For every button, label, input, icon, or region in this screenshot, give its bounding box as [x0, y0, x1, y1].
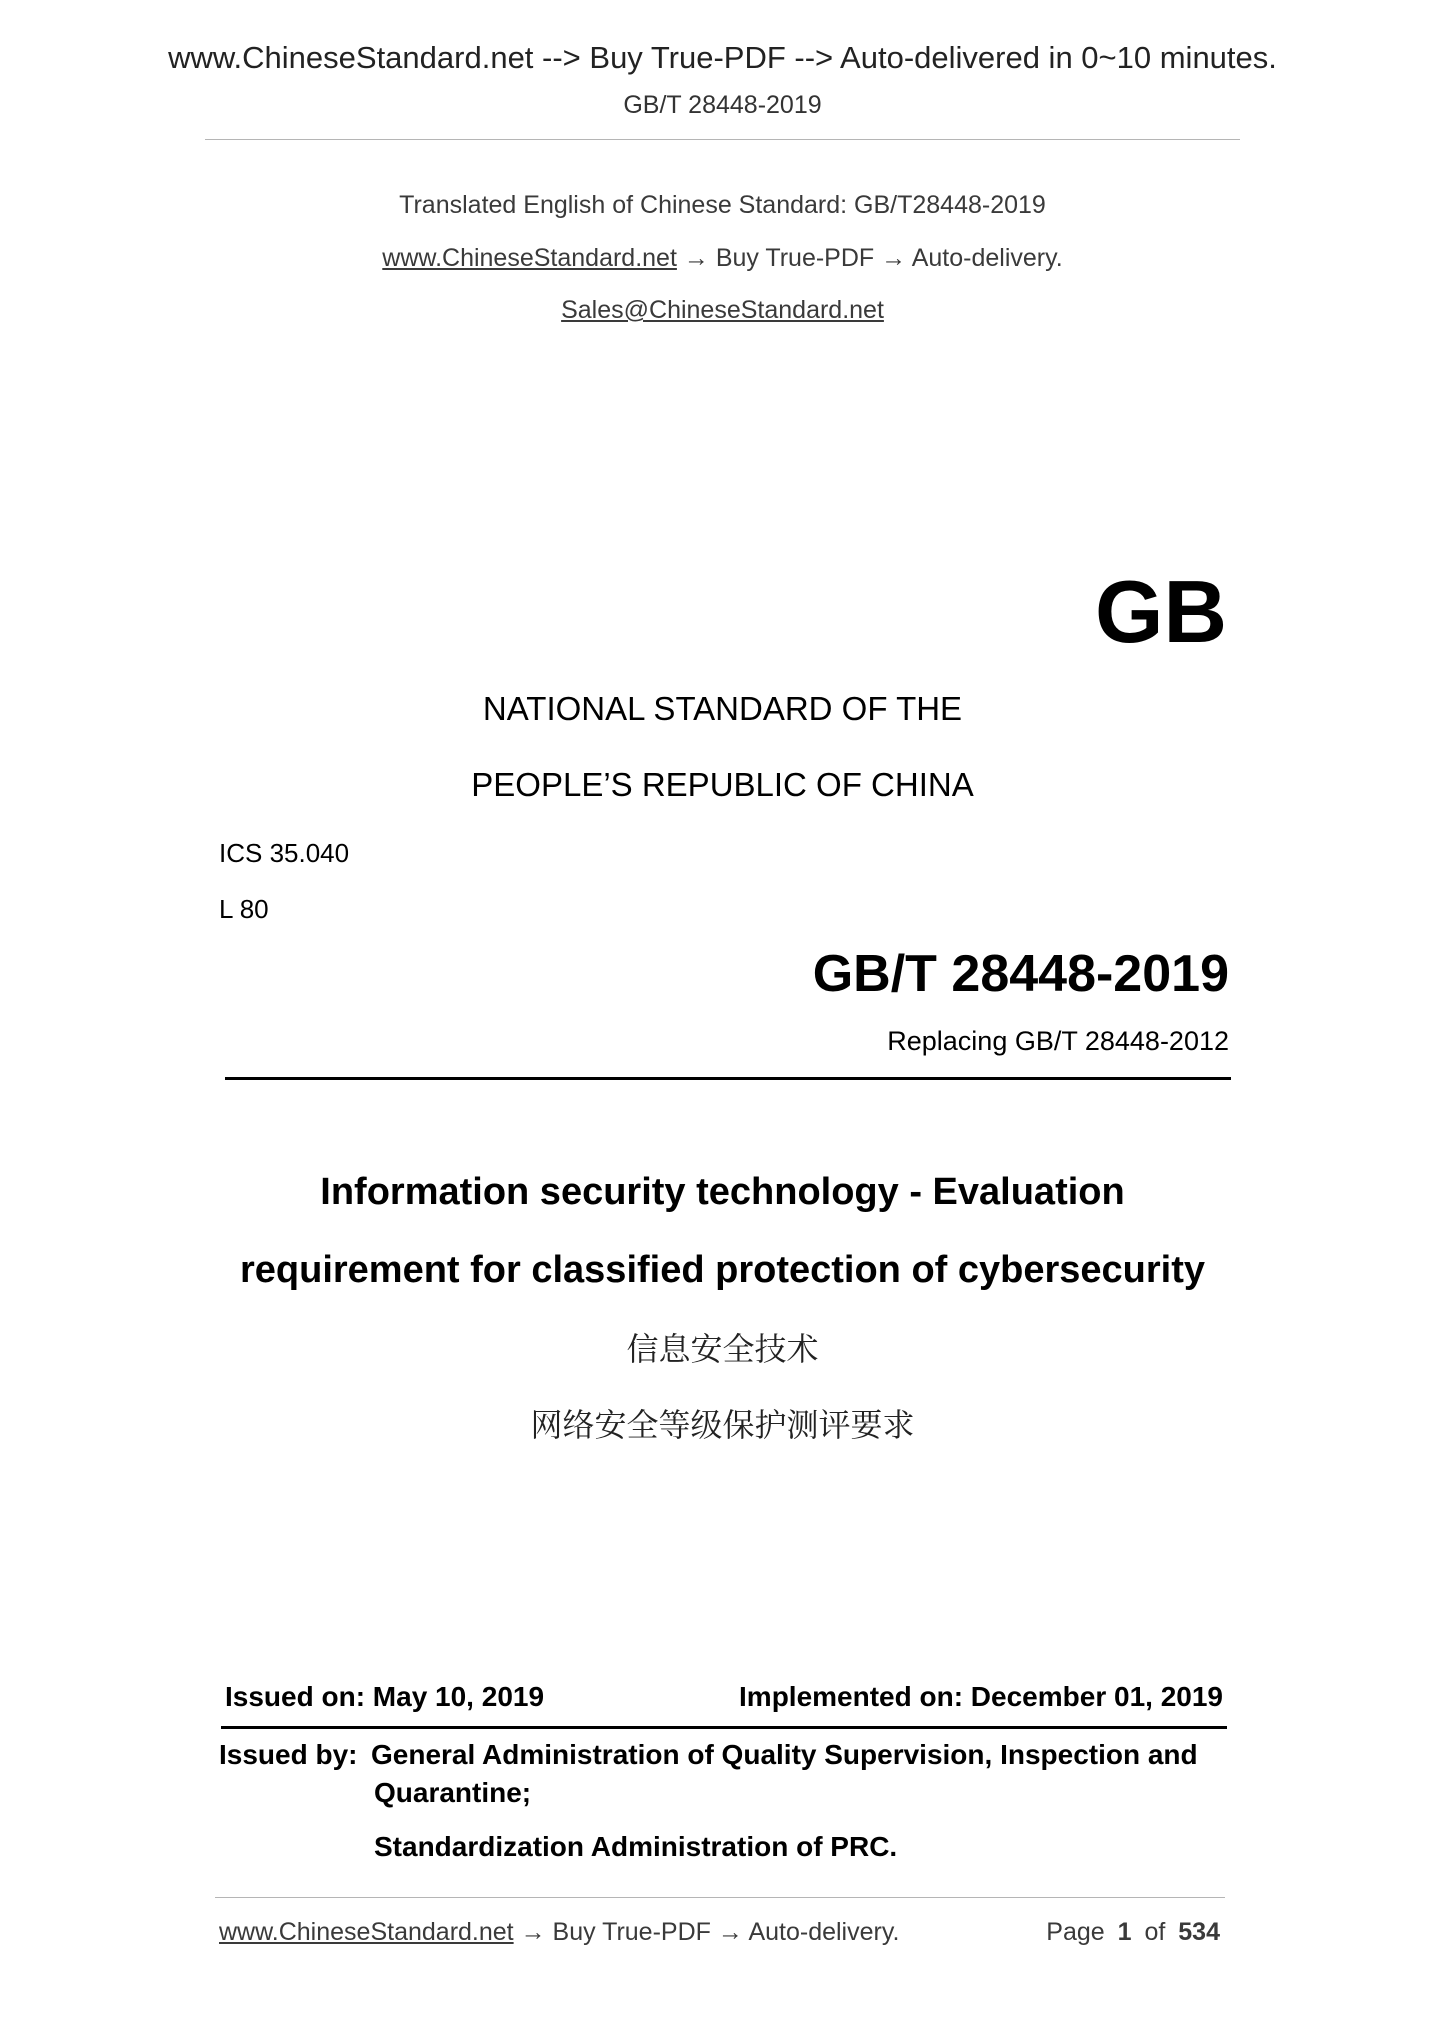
footer-delivery-text: Auto-delivery.	[748, 1918, 900, 1946]
issued-by-line2: Quarantine;	[374, 1777, 532, 1808]
footer-buy-text: Buy True-PDF	[552, 1918, 711, 1946]
issued-on: Issued on: May 10, 2019	[225, 1681, 545, 1712]
title-chinese-line2: 网络安全等级保护测评要求	[530, 1406, 915, 1444]
footer-site-link[interactable]: www.ChineseStandard.net	[219, 1918, 514, 1946]
page-label: Page	[1046, 1918, 1105, 1946]
header-doc-id: GB/T 28448-2019	[623, 91, 822, 119]
gb-mark: GB	[1095, 562, 1227, 661]
site-link[interactable]: www.ChineseStandard.net	[382, 244, 677, 272]
purchase-line	[0, 244, 1445, 273]
arrow-right-icon: →	[881, 244, 907, 272]
ccs-code: L 80	[219, 894, 269, 924]
header-banner: www.ChineseStandard.net --> Buy True-PDF --> Auto-delivered in 0~10 minutes.	[168, 40, 1277, 75]
issued-by-line3: Standardization Administration of PRC.	[374, 1831, 898, 1862]
page-current: 1	[1117, 1918, 1132, 1946]
translation-notice: Translated English of Chinese Standard: GB/T28448-2019	[399, 191, 1046, 219]
arrow-right-icon: →	[520, 1918, 546, 1946]
number-underline	[225, 1077, 1231, 1080]
title-line1: Information security technology - Evaluation	[320, 1171, 1125, 1213]
page-indicator	[1046, 1918, 1220, 1947]
national-standard-line1: NATIONAL STANDARD OF THE	[482, 690, 963, 727]
title-line2: requirement for classified protection of cybersecurity	[239, 1249, 1206, 1291]
title-chinese-line1: 信息安全技术	[626, 1330, 819, 1368]
delivery-text: Auto-delivery.	[911, 244, 1063, 272]
replacing-note: Replacing GB/T 28448-2012	[887, 1026, 1229, 1056]
header-divider	[205, 139, 1240, 140]
arrow-right-icon: →	[717, 1918, 743, 1946]
email-line	[0, 296, 1445, 325]
footer-purchase-line	[219, 1918, 899, 1947]
arrow-right-icon: →	[683, 244, 709, 272]
implemented-on: Implemented on: December 01, 2019	[739, 1681, 1223, 1712]
page-total: 534	[1178, 1918, 1220, 1946]
issued-by-line1: General Administration of Quality Supervision, Inspection and	[371, 1739, 1198, 1770]
ics-code: ICS 35.040	[219, 838, 350, 868]
standard-number: GB/T 28448-2019	[812, 945, 1229, 1003]
sales-email-link[interactable]: Sales@ChineseStandard.net	[561, 296, 884, 324]
page-of: of	[1144, 1918, 1166, 1946]
footer-divider	[215, 1897, 1225, 1898]
national-standard-line2: PEOPLE’S REPUBLIC OF CHINA	[471, 766, 974, 803]
issued-by-label: Issued by:	[219, 1739, 358, 1770]
buy-text: Buy True-PDF	[715, 244, 875, 272]
dates-underline	[221, 1726, 1227, 1729]
